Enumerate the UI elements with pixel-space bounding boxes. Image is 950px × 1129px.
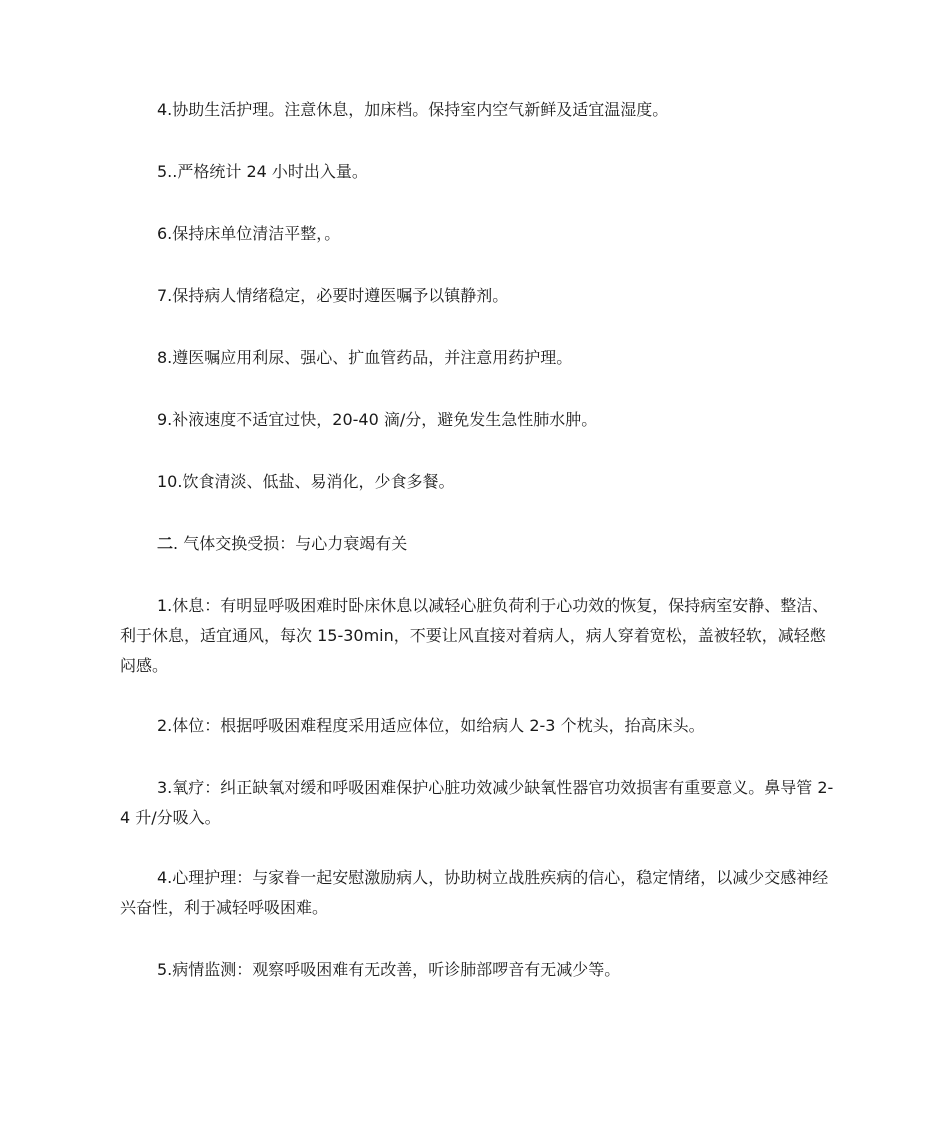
paragraph-care-6: 6.保持床单位清洁平整，。 bbox=[157, 224, 341, 243]
paragraph-care-4: 4.协助生活护理。注意休息，加床档。保持室内空气新鲜及适宜温湿度。 bbox=[157, 100, 669, 119]
paragraph-care-7: 7.保持病人情绪稳定，必要时遵医嘱予以镇静剂。 bbox=[157, 286, 509, 305]
paragraph-gas-2: 2.体位：根据呼吸困难程度采用适应体位，如给病人 2-3 个枕头，抬高床头。 bbox=[157, 716, 705, 735]
paragraph-care-9: 9.补液速度不适宜过快，20-40 滴/分，避免发生急性肺水肿。 bbox=[157, 410, 598, 429]
section-heading-text: . 气体交换受损：与心力衰竭有关 bbox=[173, 534, 408, 553]
paragraph-care-5: 5..严格统计 24 小时出入量。 bbox=[157, 162, 368, 181]
paragraph-gas-3: 3.氧疗：纠正缺氧对缓和呼吸困难保护心脏功效减少缺氧性器官功效损害有重要意义。鼻导管 2-4 升/分吸入。 bbox=[120, 778, 834, 827]
section-heading-number: 二 bbox=[157, 534, 174, 553]
paragraph-gas-5: 5.病情监测：观察呼吸困难有无改善，听诊肺部啰音有无减少等。 bbox=[157, 960, 621, 979]
paragraph-gas-4: 4.心理护理：与家眷一起安慰激励病人，协助树立战胜疾病的信心，稳定情绪，以减少交感神经兴奋性，利于减轻呼吸困难。 bbox=[120, 868, 829, 917]
paragraph-gas-1: 1.休息：有明显呼吸困难时卧床休息以减轻心脏负荷利于心功效的恢复，保持病室安静、整洁、利于休息，适宜通风，每次 15-30min，不要让风直接对着病人，病人穿着宽松，盖被轻软，减轻憋闷感。 bbox=[120, 596, 829, 675]
section-heading bbox=[120, 529, 840, 559]
paragraph-care-8: 8.遵医嘱应用利尿、强心、扩血管药品，并注意用药护理。 bbox=[157, 348, 573, 367]
paragraph-care-10: 10.饮食清淡、低盐、易消化，少食多餐。 bbox=[157, 472, 455, 491]
